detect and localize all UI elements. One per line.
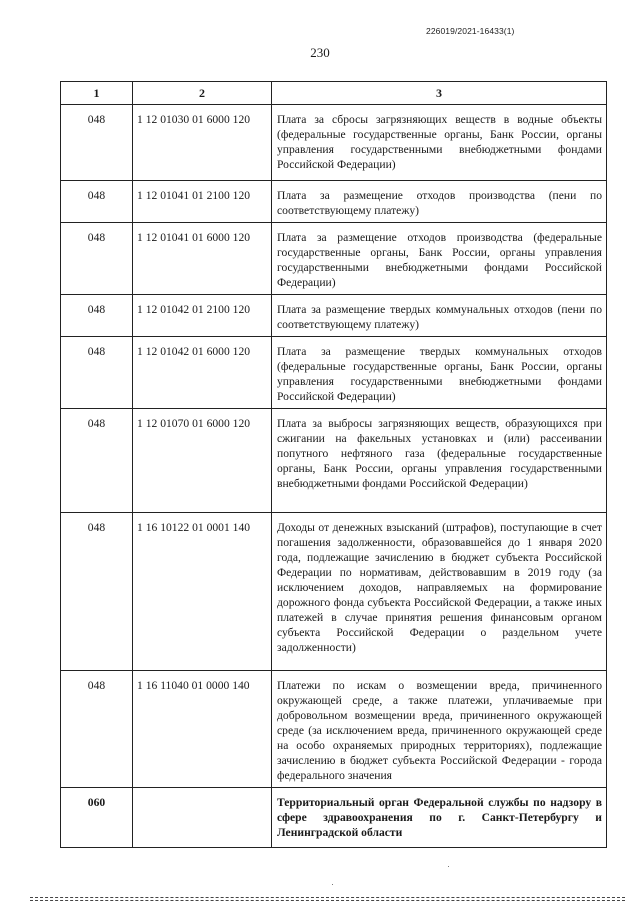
description-cell: Платежи по искам о возмещении вреда, причиненного окружающей среде, а также платежи, уплачиваемые при добровольном возмещении вреда, причиненного окружающей среде (за исключением вреда, причиненного окружающей среде на особо охраняемых природных территориях), подлежащие зачислению в бюджет субъекта Российской Федерации - города федерального значения [272, 671, 607, 788]
admin-code-cell: 048 [61, 105, 133, 181]
scan-edge-line [30, 897, 625, 898]
table-row [61, 409, 607, 513]
budget-code-cell: 1 12 01030 01 6000 120 [133, 105, 272, 181]
admin-code-cell: 048 [61, 337, 133, 409]
column-header-2: 2 [133, 82, 272, 105]
table-row [61, 337, 607, 409]
budget-code-cell: 1 16 10122 01 0001 140 [133, 513, 272, 671]
budget-code-cell: 1 12 01041 01 6000 120 [133, 223, 272, 295]
scan-speck [332, 884, 333, 885]
revenue-codes-table [60, 81, 607, 848]
admin-code-cell: 060 [61, 788, 133, 848]
scan-edge-line [30, 900, 625, 901]
description-cell: Доходы от денежных взысканий (штрафов), поступающие в счет погашения задолженности, образовавшейся до 1 января 2020 года, подлежащие зачислению в бюджет субъекта Российской Федерации по нормативам, действовавшим в 2019 году (за исключением доходов, направляемых на формирование дорожного фонда субъекта Российской Федерации, а также иных платежей в случае принятия решения финансовым органом субъекта Российской Федерации о раздельном учете задолженности) [272, 513, 607, 671]
admin-code-cell: 048 [61, 513, 133, 671]
budget-code-cell: 1 12 01042 01 2100 120 [133, 295, 272, 337]
table-row [61, 671, 607, 788]
admin-code-cell: 048 [61, 181, 133, 223]
scan-speck [448, 866, 449, 867]
description-cell: Плата за размещение отходов производства (пени по соответствующему платежу) [272, 181, 607, 223]
description-cell: Плата за размещение твердых коммунальных отходов (пени по соответствующему платежу) [272, 295, 607, 337]
description-cell: Плата за выбросы загрязняющих веществ, образующихся при сжигании на факельных установках и (или) рассеивании попутного нефтяного газа (федеральные государственные органы, Банк России, органы управления государственными внебюджетными фондами Российской Федерации) [272, 409, 607, 513]
description-cell: Плата за сбросы загрязняющих веществ в водные объекты (федеральные государственные органы, Банк России, органы управления государственными внебюджетными фондами Российской Федерации) [272, 105, 607, 181]
table-header-row [61, 82, 607, 105]
admin-code-cell: 048 [61, 671, 133, 788]
admin-code-cell: 048 [61, 409, 133, 513]
admin-code-cell: 048 [61, 295, 133, 337]
budget-code-cell: 1 12 01042 01 6000 120 [133, 337, 272, 409]
column-header-3: 3 [272, 82, 607, 105]
admin-code-cell: 048 [61, 223, 133, 295]
budget-code-cell: 1 12 01041 01 2100 120 [133, 181, 272, 223]
budget-code-cell: 1 16 11040 01 0000 140 [133, 671, 272, 788]
table-section-heading-row [61, 788, 607, 848]
description-cell: Плата за размещение твердых коммунальных отходов (федеральные государственные органы, Банк России, органы управления государственными внебюджетными фондами Российской Федерации) [272, 337, 607, 409]
table-row [61, 295, 607, 337]
administrator-name-cell: Территориальный орган Федеральной службы по надзору в сфере здравоохранения по г. Санкт-Петербургу и Ленинградской области [272, 788, 607, 848]
page-number: 230 [310, 45, 330, 60]
table-row [61, 513, 607, 671]
description-cell: Плата за размещение отходов производства (федеральные государственные органы, Банк России, органы управления государственными внебюджетными фондами Российской Федерации) [272, 223, 607, 295]
table-row [61, 223, 607, 295]
table-row [61, 181, 607, 223]
column-header-1: 1 [61, 82, 133, 105]
document-registration-number: 226019/2021-16433(1) [426, 26, 515, 36]
budget-code-cell [133, 788, 272, 848]
table-row [61, 105, 607, 181]
budget-code-cell: 1 12 01070 01 6000 120 [133, 409, 272, 513]
